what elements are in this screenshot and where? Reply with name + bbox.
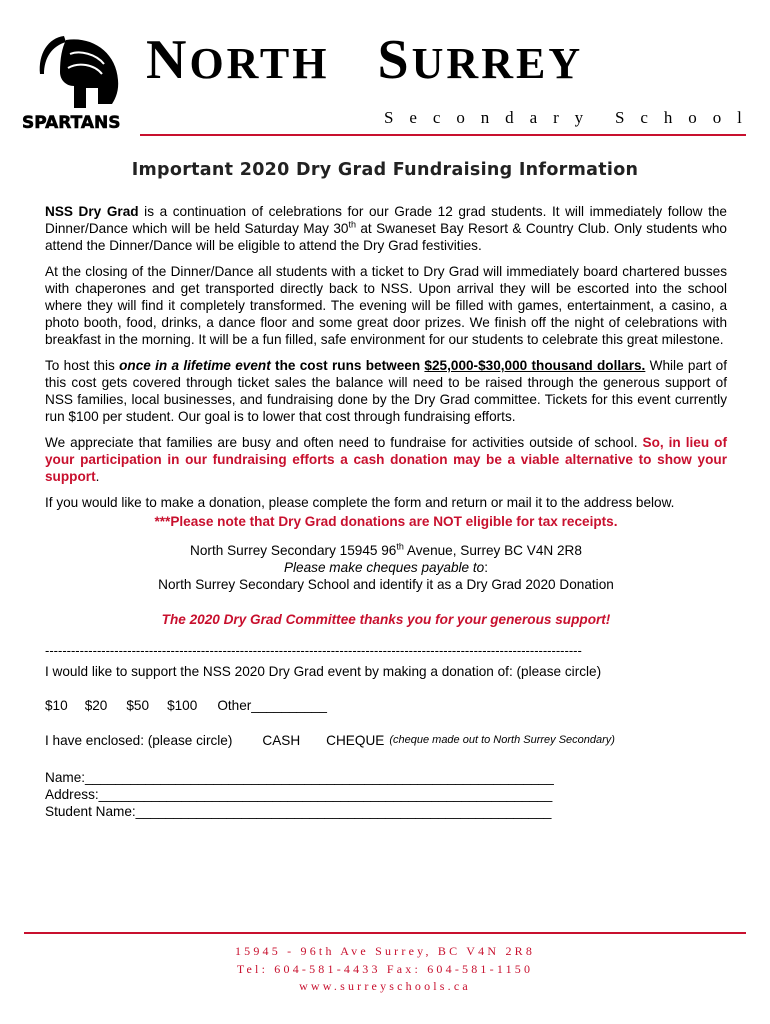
paragraph-instructions: If you would like to make a donation, please complete the form and return or mail it to the address below.: [45, 495, 675, 510]
amount-option[interactable]: $20: [84, 698, 108, 713]
cheque-payable-note: Please make cheques payable to:: [283, 560, 489, 575]
payment-cash-option[interactable]: CASH: [262, 733, 301, 748]
cheque-payee: North Surrey Secondary School and identify it as a Dry Grad 2020 Donation: [158, 577, 614, 592]
letter-body: [45, 203, 727, 820]
header-divider: [140, 134, 746, 136]
footer-address: 15945 - 96th Ave Surrey, BC V4N 2R8: [234, 944, 536, 958]
thanks-line: The 2020 Dry Grad Committee thanks you for your generous support!: [161, 612, 611, 627]
school-name: NORTH SURREY: [146, 29, 584, 91]
donation-intro: I would like to support the NSS 2020 Dry Grad event by making a donation of: (please circle): [45, 664, 602, 679]
donation-amounts: [45, 697, 727, 714]
paragraph-event: At the closing of the Dinner/Dance all students with a ticket to Dry Grad will immediately board chartered busses with chaperones and get transported directly back to NSS. Upon arrival they will be escorted into the school where they will find it completely transformed. The evening will be filled with games, entertainment, a casino, a photo booth, food, drinks, a dance floor and some great door prizes. We finish off the night of celebrations with breakfast in the morning. It will be a fun filled, safe environment for our students to celebrate this great milestone.: [45, 264, 727, 347]
spartans-logo: [20, 28, 132, 132]
student-name-field[interactable]: Student Name:_______________________________________________________: [45, 804, 552, 819]
amount-option[interactable]: $50: [126, 698, 150, 713]
cut-line: ----------------------------------------------------------------------------------------------------------------------------: [45, 643, 582, 658]
helmet: [60, 39, 118, 108]
mailing-address: North Surrey Secondary 15945 96th Avenue, Surrey BC V4N 2R8: [190, 541, 582, 558]
payment-cheque-option[interactable]: CHEQUE: [326, 733, 385, 748]
payment-method: [45, 732, 727, 749]
name-field[interactable]: Name:______________________________________________________________: [45, 770, 554, 785]
amount-option[interactable]: $10: [45, 698, 68, 713]
paragraph-intro: NSS Dry Grad is a continuation of celebrations for our Grade 12 grad students. It will immediately follow the Dinner/Dance which will be held Saturday May 30th at Swaneset Bay Resort & Country Club. Only students who attend the Dinner/Dance will be eligible to attend the Dry Grad festivities.: [45, 204, 727, 253]
amount-other-field[interactable]: Other__________: [217, 698, 327, 713]
logo-text: SPARTANS: [22, 113, 121, 132]
footer-phone: Tel: 604-581-4433 Fax: 604-581-1150: [236, 961, 534, 976]
tax-note: ***Please note that Dry Grad donations are NOT eligible for tax receipts.: [154, 514, 618, 529]
contact-fields: [45, 769, 727, 820]
enclosed-label: I have enclosed: (please circle): [45, 733, 233, 748]
amount-option[interactable]: $100: [167, 698, 198, 713]
school-subtitle: S e c o n d a r y S c h o o l: [384, 108, 742, 127]
footer-website: www.surreyschools.ca: [299, 979, 471, 993]
paragraph-donation-ask: We appreciate that families are busy and often need to fundraise for activities outside of school. So, in lieu of your participation in our fundraising efforts a cash donation may be a viable alternative to show your support.: [45, 435, 727, 484]
page-title: Important 2020 Dry Grad Fundraising Information: [131, 160, 639, 180]
cheque-note: (cheque made out to North Surrey Secondary): [389, 734, 615, 746]
footer-divider: [24, 932, 746, 934]
paragraph-cost: To host this once in a lifetime event the cost runs between $25,000-$30,000 thousand dollars. While part of this cost gets covered through ticket sales the balance will need to be raised through the generous support of NSS families, local businesses, and fundraising done by the Dry Grad committee. Tickets for this event currently run $100 per student. Our goal is to lower that cost through fundraising efforts.: [45, 358, 727, 424]
address-field[interactable]: Address:____________________________________________________________: [45, 787, 553, 802]
footer: [0, 943, 770, 996]
